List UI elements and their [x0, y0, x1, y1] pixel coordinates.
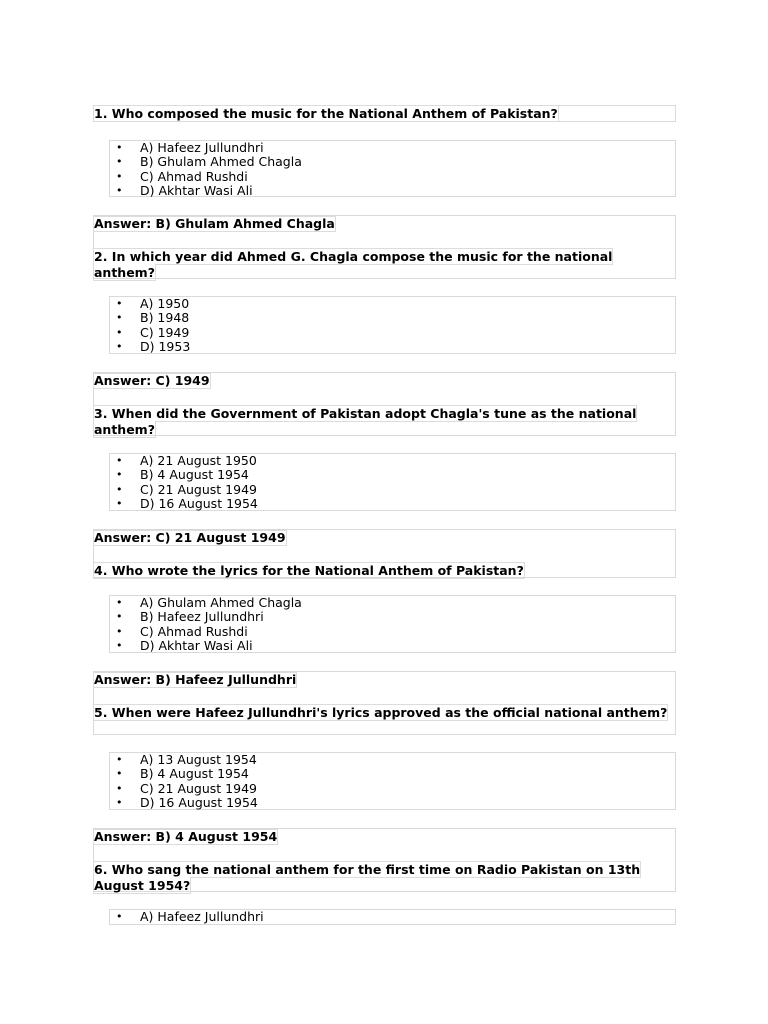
bullet: • [116, 624, 123, 638]
question-5-options [109, 752, 676, 810]
bullet: • [116, 155, 123, 169]
answer-5-question-6-box [93, 828, 676, 892]
bullet: • [116, 795, 123, 809]
bullet: • [116, 781, 123, 795]
option-label: D) 16 August 1954 [140, 495, 258, 511]
option-item [110, 610, 675, 624]
answer-2-text: Answer: C) 1949 [94, 373, 210, 388]
option-label: D) 16 August 1954 [140, 794, 258, 810]
option-item [110, 141, 675, 155]
option-label: A) 13 August 1954 [140, 752, 257, 767]
answer-4-text: Answer: B) Hafeez Jullundhri [94, 672, 297, 687]
option-item [110, 596, 675, 610]
option-label: C) 21 August 1949 [140, 481, 257, 497]
option-label: A) Ghulam Ahmed Chagla [140, 595, 302, 610]
bullet: • [116, 638, 123, 652]
bullet: • [116, 596, 123, 609]
question-2-options [109, 296, 676, 354]
option-label: A) 21 August 1950 [140, 453, 257, 468]
bullet: • [116, 169, 123, 183]
option-label: D) 1953 [140, 338, 191, 354]
bullet: • [116, 468, 123, 482]
question-3-text: 3. When did the Government of Pakistan adopt Chagla's tune as the national anthem? [94, 406, 637, 437]
bullet: • [116, 454, 123, 467]
option-item [110, 468, 675, 482]
option-label: B) Ghulam Ahmed Chagla [140, 154, 302, 170]
bullet: • [116, 325, 123, 339]
question-1-options [109, 140, 676, 197]
option-label: B) Hafeez Jullundhri [140, 609, 264, 625]
question-5-text: 5. When were Hafeez Jullundhri's lyrics approved as the official national anthem? [94, 705, 668, 720]
option-item [110, 483, 675, 497]
answer-1-text: Answer: B) Ghulam Ahmed Chagla [94, 216, 335, 231]
answer-2-question-3-box [93, 372, 676, 436]
question-4-options [109, 595, 676, 653]
option-item [110, 170, 675, 184]
option-item [110, 767, 675, 781]
option-label: B) 4 August 1954 [140, 766, 249, 782]
option-item [110, 184, 675, 198]
question-6-text: 6. Who sang the national anthem for the first time on Radio Pakistan on 13th August 1954? [94, 862, 641, 893]
option-label: B) 1948 [140, 310, 190, 326]
option-item [110, 796, 675, 810]
answer-1-question-2-box [93, 215, 676, 279]
bullet: • [116, 297, 123, 310]
option-item [110, 639, 675, 653]
answer-5-text: Answer: B) 4 August 1954 [94, 829, 278, 844]
option-label: C) 21 August 1949 [140, 780, 257, 796]
question-6-options [109, 909, 676, 925]
option-label: C) 1949 [140, 324, 190, 340]
option-item [110, 340, 675, 354]
option-label: B) 4 August 1954 [140, 467, 249, 483]
option-label: C) Ahmad Rushdi [140, 168, 248, 184]
option-item [110, 311, 675, 325]
option-item [110, 782, 675, 796]
option-label: D) Akhtar Wasi Ali [140, 182, 253, 198]
question-2-text: 2. In which year did Ahmed G. Chagla compose the music for the national anthem? [94, 249, 613, 280]
bullet: • [116, 311, 123, 325]
bullet: • [116, 753, 123, 766]
option-label: C) Ahmad Rushdi [140, 623, 248, 639]
answer-4-question-5-box [93, 671, 676, 735]
option-item [110, 753, 675, 767]
bullet: • [116, 496, 123, 510]
question-1-box [93, 105, 676, 122]
question-1-text: 1. Who composed the music for the National Anthem of Pakistan? [94, 106, 558, 121]
option-item [110, 497, 675, 511]
question-3-options [109, 453, 676, 511]
option-label: A) Hafeez Jullundhri [140, 909, 264, 924]
option-item [110, 297, 675, 311]
option-item [110, 910, 675, 924]
bullet: • [116, 183, 123, 197]
option-label: A) 1950 [140, 296, 190, 311]
option-label: D) Akhtar Wasi Ali [140, 637, 253, 653]
bullet: • [116, 610, 123, 624]
option-item [110, 454, 675, 468]
answer-3-question-4-box [93, 529, 676, 578]
bullet: • [116, 339, 123, 353]
bullet: • [116, 767, 123, 781]
option-item [110, 326, 675, 340]
option-item [110, 625, 675, 639]
question-4-text: 4. Who wrote the lyrics for the National Anthem of Pakistan? [94, 563, 524, 578]
answer-3-text: Answer: C) 21 August 1949 [94, 530, 286, 545]
option-label: A) Hafeez Jullundhri [140, 140, 264, 155]
bullet: • [116, 141, 123, 154]
option-item [110, 155, 675, 169]
bullet: • [116, 482, 123, 496]
bullet: • [116, 910, 123, 923]
